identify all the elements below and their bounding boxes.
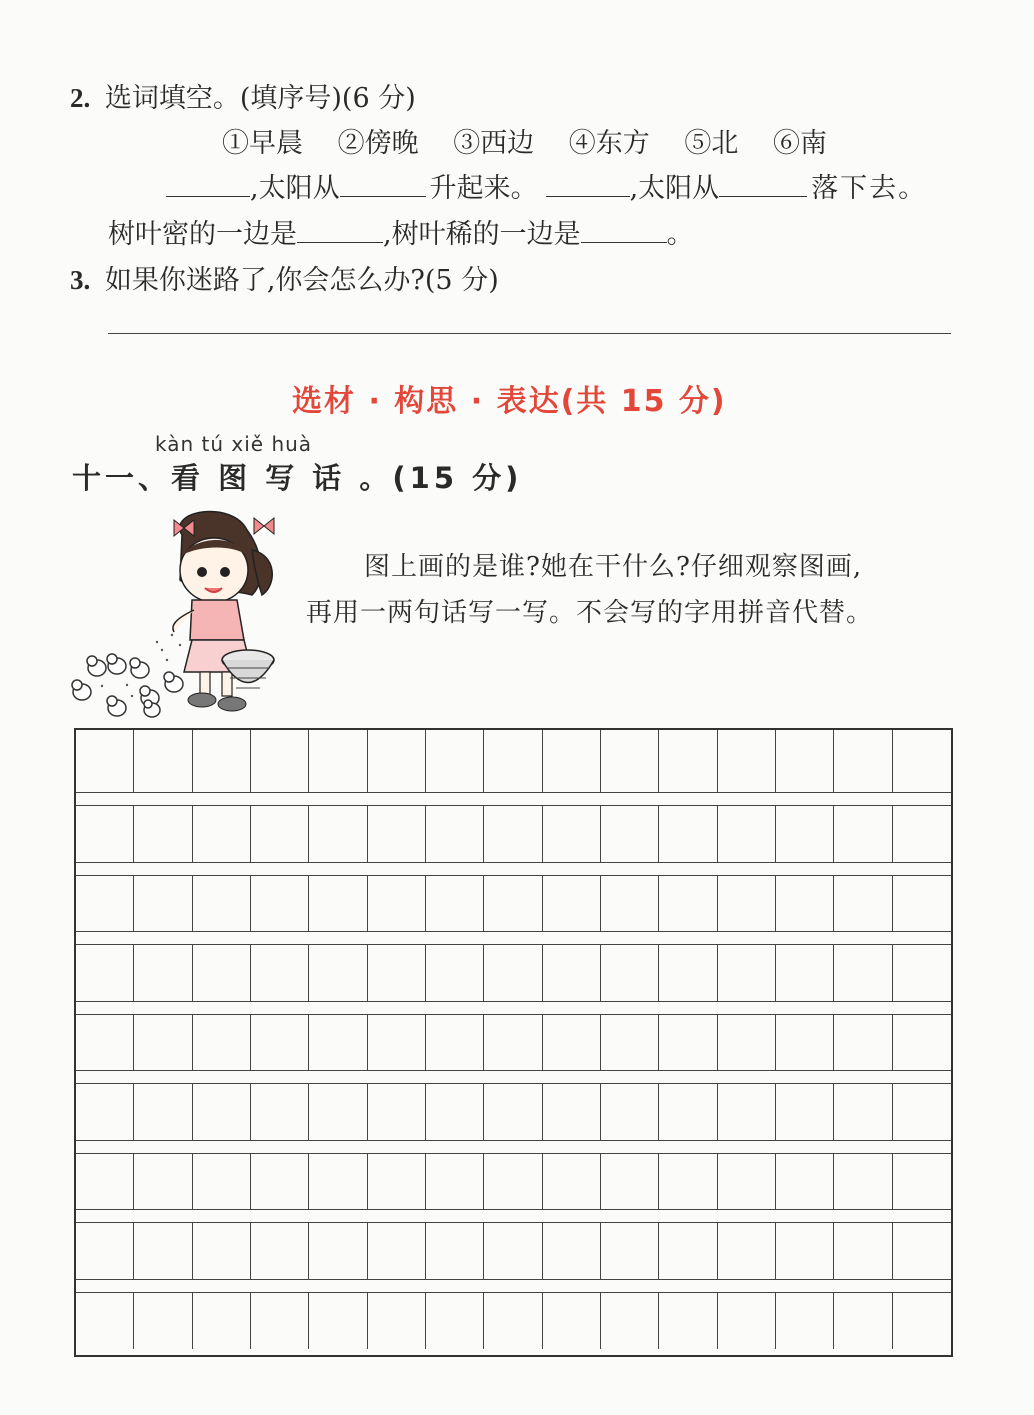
grid-cell[interactable] [368,1293,426,1349]
grid-cell[interactable] [659,1293,717,1349]
grid-cell[interactable] [543,1154,601,1209]
grid-cell[interactable] [426,1223,484,1278]
grid-cell[interactable] [718,876,776,931]
q3-number: 3. [70,265,91,295]
grid-cell[interactable] [368,730,426,792]
grid-cell[interactable] [601,945,659,1000]
grid-cell[interactable] [484,1293,542,1349]
grid-cell[interactable] [484,1154,542,1209]
grid-cell[interactable] [484,876,542,931]
grid-cell[interactable] [251,1223,309,1278]
grid-cell[interactable] [193,1293,251,1349]
grid-cell[interactable] [601,1084,659,1139]
grid-cell[interactable] [718,945,776,1000]
grid-cell[interactable] [426,945,484,1000]
grid-cell[interactable] [368,876,426,931]
grid-cell[interactable] [484,730,542,792]
grid-cell[interactable] [309,1223,367,1278]
grid-cell[interactable] [776,806,834,861]
grid-cell[interactable] [543,806,601,861]
grid-cell[interactable] [76,730,134,792]
q11-instruction-line1: 图上画的是谁?她在干什么?仔细观察图画, [364,552,863,582]
grid-cell[interactable] [426,1154,484,1209]
q2-line2-text1: 树叶密的一边是 [108,219,297,250]
grid-cell[interactable] [834,1223,892,1278]
grid-cell[interactable] [251,945,309,1000]
fill-blank-1[interactable] [166,166,250,197]
grid-row [76,805,951,862]
grid-row [76,730,951,793]
grid-cell[interactable] [426,876,484,931]
grid-cell[interactable] [718,1015,776,1070]
grid-cell[interactable] [776,1154,834,1209]
grid-cell[interactable] [659,945,717,1000]
q2-number: 2. [70,83,91,113]
grid-cell[interactable] [718,1084,776,1139]
option-5: ⑤北 [684,128,739,159]
grid-cell[interactable] [309,876,367,931]
grid-cell[interactable] [251,730,309,792]
grid-cell[interactable] [193,806,251,861]
grid-cell[interactable] [76,1293,134,1349]
grid-cell[interactable] [601,806,659,861]
fill-blank-2[interactable] [340,166,426,197]
grid-row [76,944,951,1001]
grid-cell[interactable] [76,1154,134,1209]
grid-cell[interactable] [776,1293,834,1349]
option-1: ①早晨 [222,128,303,159]
grid-cell[interactable] [776,945,834,1000]
q11-instruction-line2: 再用一两句话写一写。不会写的字用拼音代替。 [306,598,874,628]
writing-grid [74,728,953,1357]
grid-cell[interactable] [601,1223,659,1278]
grid-cell[interactable] [834,806,892,861]
grid-cell[interactable] [834,1293,892,1349]
grid-cell[interactable] [718,1293,776,1349]
grid-cell[interactable] [776,1015,834,1070]
q3-answer-line[interactable] [108,333,951,334]
q11-pinyin: kàn tú xiě huà [155,432,313,456]
grid-cell[interactable] [659,1084,717,1139]
grid-cell[interactable] [659,806,717,861]
grid-cell[interactable] [368,1015,426,1070]
grid-row [76,1083,951,1140]
grid-cell[interactable] [834,730,892,792]
grid-cell[interactable] [776,1223,834,1278]
grid-cell[interactable] [134,1293,192,1349]
fill-blank-4[interactable] [719,166,807,197]
grid-cell[interactable] [484,1015,542,1070]
q2-options [222,121,827,160]
grid-cell[interactable] [484,806,542,861]
grid-cell[interactable] [134,876,192,931]
grid-cell[interactable] [659,876,717,931]
grid-cell[interactable] [76,1084,134,1139]
grid-cell[interactable] [834,1154,892,1209]
q2-line1-text2: 升起来。 [429,173,538,204]
grid-cell[interactable] [251,1154,309,1209]
q2-line2-text2: ,树叶稀的一边是 [383,219,581,250]
grid-cell[interactable] [776,876,834,931]
grid-cell[interactable] [601,1293,659,1349]
grid-cell[interactable] [426,1293,484,1349]
grid-cell[interactable] [309,1154,367,1209]
grid-cell[interactable] [543,1223,601,1278]
grid-cell[interactable] [718,806,776,861]
option-2: ②傍晚 [337,128,419,159]
grid-cell[interactable] [193,1084,251,1139]
grid-cell[interactable] [193,1223,251,1278]
q3-header [70,258,499,297]
grid-cell[interactable] [543,730,601,792]
grid-cell[interactable] [134,730,192,792]
grid-cell[interactable] [251,1084,309,1139]
grid-cell[interactable] [718,1154,776,1209]
grid-cell[interactable] [426,1084,484,1139]
grid-cell[interactable] [251,1015,309,1070]
grid-cell[interactable] [309,1084,367,1139]
grid-cell[interactable] [76,876,134,931]
grid-cell[interactable] [601,730,659,792]
grid-cell[interactable] [776,730,834,792]
grid-cell[interactable] [193,945,251,1000]
grid-cell[interactable] [309,1015,367,1070]
grid-cell[interactable] [834,876,892,931]
grid-cell[interactable] [484,1084,542,1139]
grid-cell[interactable] [368,945,426,1000]
grid-cell[interactable] [426,806,484,861]
grid-cell[interactable] [543,945,601,1000]
grid-cell[interactable] [426,730,484,792]
grid-cell[interactable] [601,876,659,931]
grid-cell[interactable] [134,945,192,1000]
grid-cell[interactable] [543,876,601,931]
grid-cell[interactable] [309,1293,367,1349]
grid-row [76,875,951,932]
q2-line2 [108,212,694,251]
grid-cell[interactable] [193,730,251,792]
grid-cell[interactable] [368,1223,426,1278]
grid-cell[interactable] [368,806,426,861]
grid-cell[interactable] [776,1084,834,1139]
grid-cell[interactable] [76,806,134,861]
grid-cell[interactable] [543,1084,601,1139]
fill-blank-3[interactable] [546,166,630,197]
grid-cell[interactable] [134,1223,192,1278]
grid-cell[interactable] [834,1015,892,1070]
grid-cell[interactable] [659,1223,717,1278]
grid-cell[interactable] [368,1084,426,1139]
grid-cell[interactable] [134,1015,192,1070]
grid-cell[interactable] [718,730,776,792]
grid-cell[interactable] [484,945,542,1000]
grid-cell[interactable] [601,1154,659,1209]
grid-row [76,1153,951,1210]
section-title: 选材 · 构思 · 表达(共 15 分) [292,384,727,419]
grid-cell[interactable] [718,1223,776,1278]
option-6: ⑥南 [772,128,827,159]
grid-row [76,1014,951,1071]
grid-cell[interactable] [309,730,367,792]
q2-line1-text1: ,太阳从 [250,173,340,204]
grid-cell[interactable] [368,1154,426,1209]
q3-title: 如果你迷路了,你会怎么办?(5 分) [104,265,499,296]
grid-cell[interactable] [659,1015,717,1070]
q2-title: 选词填空。(填序号)(6 分) [104,83,416,114]
fill-blank-5[interactable] [297,212,383,243]
q11-title: 十一、看 图 写 话 。(15 分) [72,461,523,495]
q2-header [70,76,416,115]
option-3: ③西边 [453,128,535,159]
grid-cell[interactable] [193,1154,251,1209]
grid-cell[interactable] [543,1293,601,1349]
q2-line1-text4: 落下去。 [811,173,928,204]
grid-cell[interactable] [134,1154,192,1209]
grid-cell[interactable] [659,1154,717,1209]
grid-cell[interactable] [134,1084,192,1139]
grid-cell[interactable] [76,1223,134,1278]
grid-cell[interactable] [251,876,309,931]
grid-cell[interactable] [251,1293,309,1349]
grid-row [76,1292,951,1349]
q2-line1 [166,166,927,205]
grid-cell[interactable] [601,1015,659,1070]
grid-cell[interactable] [76,945,134,1000]
grid-cell[interactable] [834,1084,892,1139]
girl-feeding-chicks-illustration [62,500,292,720]
grid-cell[interactable] [309,945,367,1000]
grid-cell[interactable] [309,806,367,861]
grid-cell[interactable] [193,876,251,931]
option-4: ④东方 [568,128,650,159]
fill-blank-6[interactable] [581,212,667,243]
grid-cell[interactable] [659,730,717,792]
grid-cell[interactable] [543,1015,601,1070]
grid-row [76,1222,951,1279]
q2-line2-text3: 。 [666,219,694,250]
grid-cell[interactable] [193,1015,251,1070]
grid-cell[interactable] [834,945,892,1000]
grid-cell[interactable] [134,806,192,861]
q2-line1-text3: ,太阳从 [629,173,720,204]
grid-cell[interactable] [484,1223,542,1278]
grid-cell[interactable] [426,1015,484,1070]
grid-cell[interactable] [251,806,309,861]
grid-cell[interactable] [76,1015,134,1070]
